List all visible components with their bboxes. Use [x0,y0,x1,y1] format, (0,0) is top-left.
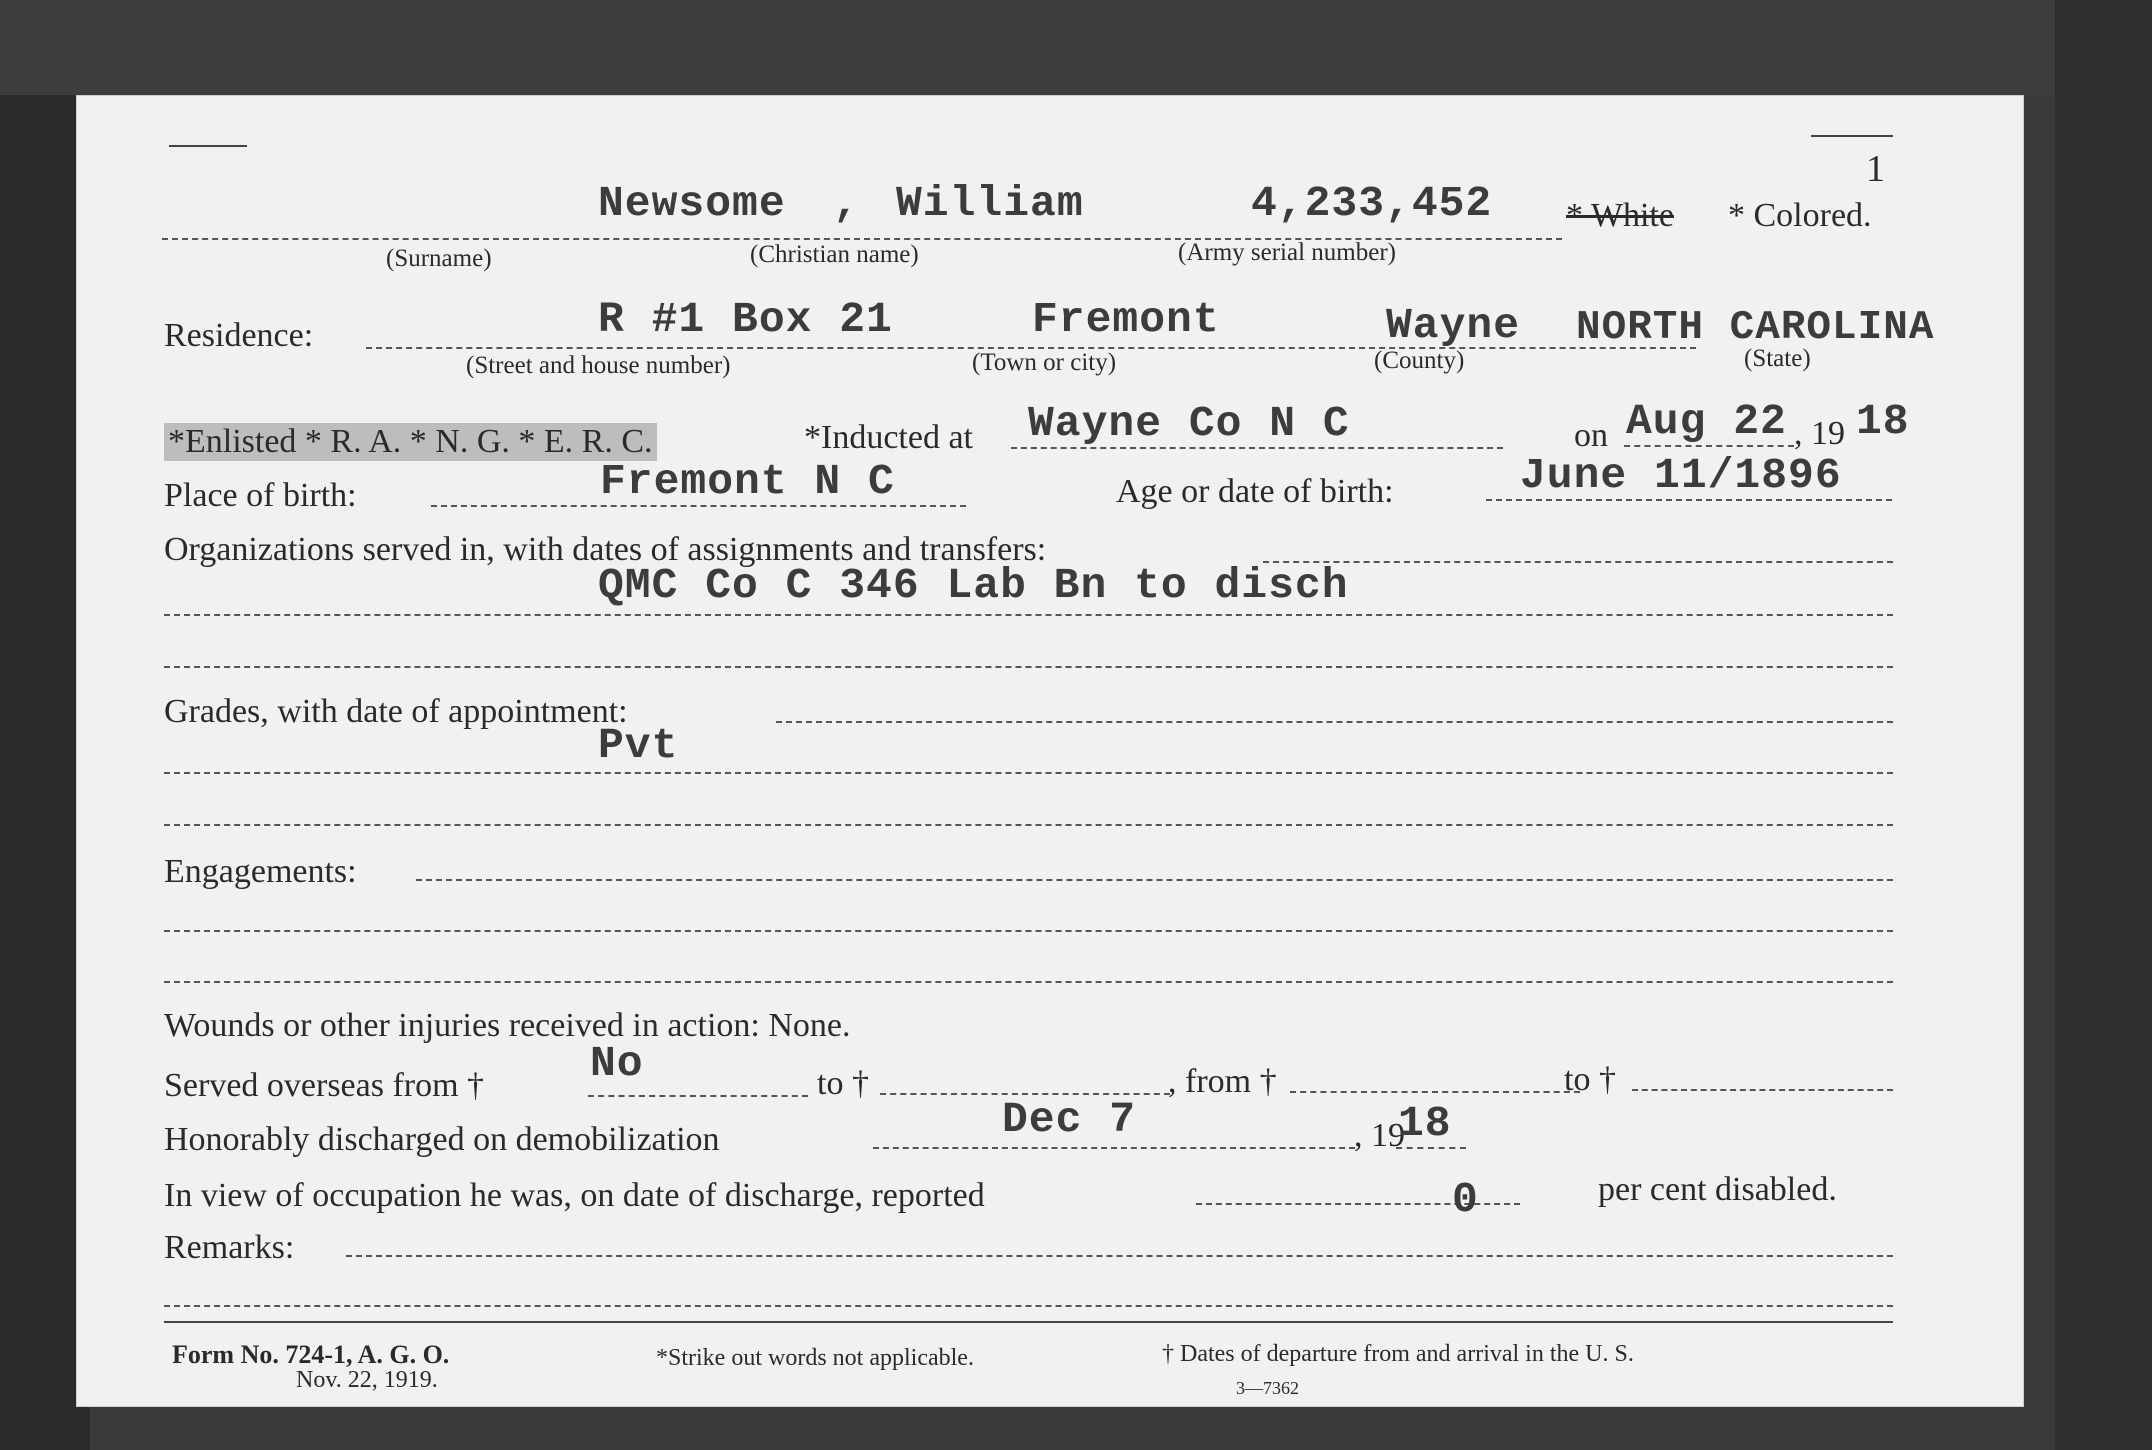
inducted-at-line [1011,447,1503,449]
organizations-line-3 [164,666,1893,668]
state-caption: (State) [1744,345,1811,372]
discharge-date-value: Dec 7 [1002,1095,1137,1144]
strike-note: *Strike out words not applicable. [656,1345,974,1371]
grades-label: Grades, with date of appointment: [164,693,628,730]
overseas-from2-line [1290,1091,1580,1093]
inducted-date-line [1624,445,1794,447]
form-date: Nov. 22, 1919. [296,1367,438,1393]
disability-suffix: per cent disabled. [1598,1171,1837,1208]
disability-label: In view of occupation he was, on date of discharge, reported [164,1177,985,1214]
overseas-from-label: Served overseas from † [164,1067,485,1104]
top-left-rule [169,145,247,147]
birth-place-line [431,505,966,507]
overseas-to2-label: to † [1564,1061,1616,1098]
inducted-year-prefix: , 19 [1794,415,1845,452]
remarks-label: Remarks: [164,1229,295,1266]
inducted-at-value: Wayne Co N C [1028,399,1350,448]
print-code: 3—7362 [1236,1378,1299,1398]
serial-number-caption: (Army serial number) [1178,239,1396,266]
discharge-date-line [873,1147,1355,1149]
discharge-year-suffix: 18 [1398,1099,1452,1148]
street-caption: (Street and house number) [466,352,731,379]
remarks-line-2 [164,1305,1893,1307]
race-colored-option: * Colored. [1728,197,1872,234]
discharge-year-line [1396,1147,1466,1149]
form-number: Form No. 724-1, A. G. O. [172,1340,450,1369]
residence-state-value: NORTH CAROLINA [1576,305,1935,351]
christian-name-caption: (Christian name) [750,241,919,268]
surname-value: Newsome [598,179,786,228]
engagements-line-3 [164,981,1893,983]
grades-line-3 [164,824,1893,826]
disability-value: 0 [1452,1175,1479,1224]
engagements-label: Engagements: [164,853,357,890]
inducted-on-label: on [1574,417,1608,454]
remarks-line-1 [346,1255,1893,1257]
birth-place-value: Fremont N C [600,457,895,506]
wounds-label: Wounds or other injuries received in action: None. [164,1007,851,1044]
discharge-label: Honorably discharged on demobilization [164,1121,720,1158]
overseas-from2-label: , from † [1168,1063,1277,1100]
service-record-card [76,95,2024,1407]
birth-date-label: Age or date of birth: [1116,473,1394,510]
organizations-line-1 [1263,561,1893,563]
dates-note: † Dates of departure from and arrival in the U. S. [1162,1341,1634,1367]
grades-line-2 [164,772,1893,774]
grades-line-1 [776,721,1893,723]
organizations-label: Organizations served in, with dates of assignments and transfers: [164,531,1047,568]
inducted-date-value: Aug 22 [1626,397,1787,446]
organizations-value: QMC Co C 346 Lab Bn to disch [598,561,1349,610]
overseas-from-line [588,1095,808,1097]
page-number: 1 [1866,148,1885,190]
inducted-year-suffix: 18 [1856,397,1910,446]
christian-name-value: William [896,179,1084,228]
organizations-line-2 [164,614,1893,616]
engagements-line-1 [416,879,1893,881]
top-right-rule [1811,135,1893,137]
residence-label: Residence: [164,317,314,354]
grades-value: Pvt [598,721,679,770]
residence-street-value: R #1 Box 21 [598,295,893,344]
town-caption: (Town or city) [972,349,1117,376]
engagements-line-2 [164,930,1893,932]
viewer-background-right [2055,0,2152,1450]
name-separator: , [833,179,860,228]
overseas-from-value: No [590,1039,644,1088]
enlistment-options: *Enlisted * R. A. * N. G. * E. R. C. [164,423,657,461]
residence-town-value: Fremont [1032,295,1220,344]
discharge-year-prefix: , 19 [1354,1117,1405,1154]
overseas-to-label: to † [817,1065,869,1102]
residence-county-value: Wayne [1386,301,1521,350]
overseas-to2-line [1632,1089,1893,1091]
inducted-at-label: *Inducted at [804,419,973,456]
county-caption: (County) [1374,347,1465,374]
race-white-option: * White [1566,197,1674,234]
viewer-background-top [0,0,2152,95]
footer-rule [164,1321,1893,1323]
birth-date-line [1486,499,1892,501]
surname-caption: (Surname) [386,245,492,272]
birth-date-value: June 11/1896 [1520,451,1842,500]
birth-place-label: Place of birth: [164,477,357,514]
serial-number-value: 4,233,452 [1251,179,1493,228]
